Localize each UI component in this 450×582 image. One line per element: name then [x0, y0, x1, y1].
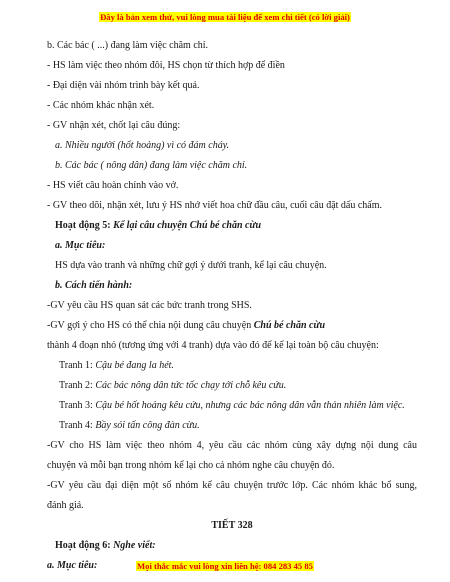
activity-6-heading [47, 536, 417, 556]
objective-heading: a. Mục tiêu: [55, 240, 106, 251]
objective-heading: a. Mục tiêu: [47, 560, 98, 571]
procedure-heading: b. Cách tiến hành: [55, 280, 133, 291]
picture-3-line [47, 396, 417, 416]
document-body [47, 36, 417, 576]
text-line: chuyện và mỗi bạn trong nhóm kể lại cho cả nhóm nghe câu chuyện đó. [47, 460, 335, 471]
picture-label: Tranh 4: [59, 420, 96, 431]
contact-banner-text: Mọi thắc mắc vui lòng xin liên hệ: 084 283 45 85 [137, 561, 313, 571]
text-line: -GV cho HS làm việc theo nhóm 4, yêu cầu các nhóm cùng xây dựng nội dung câu [47, 440, 417, 451]
text-span: -GV gợi ý cho HS có thể chia nội dung câu chuyện [47, 320, 254, 331]
text-line: đánh giá. [47, 500, 84, 511]
lesson-number-heading: TIẾT 328 [211, 520, 253, 531]
text-line: - HS làm việc theo nhóm đôi, HS chọn từ thích hợp để điền [47, 60, 285, 71]
picture-label: Tranh 3: [59, 400, 96, 411]
text-line: b. Các bác ( ...) đang làm việc chăm chỉ. [47, 40, 209, 51]
contact-banner [0, 561, 450, 571]
text-line: - GV nhận xét, chốt lại câu đúng: [47, 120, 181, 131]
picture-label: Tranh 2: [59, 380, 96, 391]
picture-caption: Các bác nông dân tức tốc chạy tới chỗ kêu cứu. [95, 380, 287, 391]
preview-banner-text: Đây là bản xem thử, vui lòng mua tài liệu để xem chi tiết (có lời giải) [100, 12, 350, 22]
text-line: - Các nhóm khác nhận xét. [47, 100, 155, 111]
picture-label: Tranh 1: [59, 360, 96, 371]
picture-2-line [47, 376, 417, 396]
text-line: -GV yêu cầu HS quan sát các bức tranh trong SHS. [47, 300, 252, 311]
activity-title: Kể lại câu chuyện Chú bé chăn cừu [113, 220, 262, 231]
activity-label: Hoạt động 6: [55, 540, 114, 551]
answer-line: a. Nhiều người (hốt hoảng) vì có đám cháy. [55, 140, 230, 151]
text-line: HS dựa vào tranh và những chữ gợi ý dưới tranh, kể lại câu chuyện. [55, 260, 327, 271]
picture-1-line [47, 356, 417, 376]
text-line [47, 316, 417, 336]
story-title: Chú bé chăn cừu [253, 320, 326, 331]
text-line: -GV yêu cầu đại diện một số nhóm kể câu chuyện trước lớp. Các nhóm khác bổ sung, [47, 480, 417, 491]
picture-caption: Cậu bé đang la hét. [95, 360, 174, 371]
activity-5-heading [47, 216, 417, 236]
text-line: - HS viết câu hoàn chỉnh vào vở. [47, 180, 179, 191]
text-line: thành 4 đoạn nhỏ (tương ứng với 4 tranh) dựa vào đó để kể lại toàn bộ câu chuyện: [47, 340, 379, 351]
activity-label: Hoạt động 5: [55, 220, 114, 231]
picture-4-line [47, 416, 417, 436]
text-line: - GV theo dõi, nhận xét, lưu ý HS nhớ viết hoa chữ đầu câu, cuối câu đặt dấu chấm. [47, 200, 383, 211]
picture-caption: Cậu bé hốt hoảng kêu cứu, nhưng các bác nông dân vẫn thản nhiên làm việc. [95, 400, 405, 411]
activity-title: Nghe viết: [113, 540, 156, 551]
preview-banner [0, 12, 450, 22]
answer-line: b. Các bác ( nông dân) đang làm việc chăm chỉ. [55, 160, 248, 171]
text-line: - Đại diện vài nhóm trình bày kết quả. [47, 80, 200, 91]
picture-caption: Bầy sói tấn công đàn cừu. [95, 420, 200, 431]
